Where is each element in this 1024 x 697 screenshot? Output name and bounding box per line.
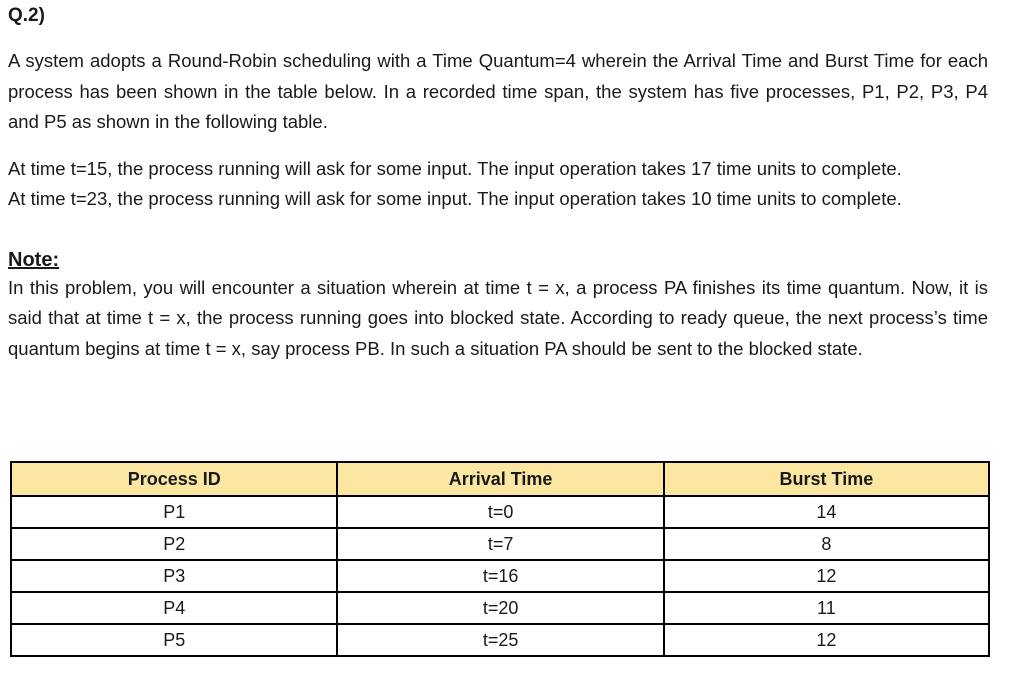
process-id-cell: P4 <box>11 592 337 624</box>
burst-time-cell: 12 <box>664 560 989 592</box>
process-id-cell: P5 <box>11 624 337 656</box>
event-paragraph-2: At time t=23, the process running will ask for some input. The input operation takes 10 time units to complete. <box>8 188 902 209</box>
table-row <box>11 496 989 528</box>
intro-paragraph: A system adopts a Round-Robin scheduling with a Time Quantum=4 wherein the Arrival Time and Burst Time for each process has been shown in the table below. In a recorded time span, the system has five processes, P1, P2, P3, P4 and P5 as shown in the following table. <box>8 50 988 132</box>
table-row <box>11 592 989 624</box>
table-row <box>11 624 989 656</box>
burst-time-cell: 8 <box>664 528 989 560</box>
arrival-time-cell: t=25 <box>337 624 663 656</box>
question-page <box>8 0 988 364</box>
arrival-time-cell: t=0 <box>337 496 663 528</box>
header-burst-time: Burst Time <box>664 462 989 496</box>
header-process-id: Process ID <box>11 462 337 496</box>
event-paragraph-1: At time t=15, the process running will ask for some input. The input operation takes 17 time units to complete. <box>8 157 902 179</box>
burst-time-cell: 11 <box>664 592 989 624</box>
process-table <box>10 461 990 657</box>
note-heading: Note: <box>8 248 60 271</box>
arrival-time-cell: t=7 <box>337 528 663 560</box>
arrival-time-cell: t=16 <box>337 560 663 592</box>
header-arrival-time: Arrival Time <box>337 462 663 496</box>
process-id-cell: P3 <box>11 560 337 592</box>
table-header-row <box>11 462 989 496</box>
process-id-cell: P2 <box>11 528 337 560</box>
table-row <box>11 560 989 592</box>
burst-time-cell: 12 <box>664 624 989 656</box>
arrival-time-cell: t=20 <box>337 592 663 624</box>
note-paragraph: In this problem, you will encounter a situation wherein at time t = x, a process PA finishes its time quantum. Now, it is said that at time t = x, the process running goes into blocked state. According to ready queue, the next process’s time quantum begins at time t = x, say process PB. In such a situation PA should be sent to the blocked state. <box>8 276 988 359</box>
process-id-cell: P1 <box>11 496 337 528</box>
table-row <box>11 528 989 560</box>
question-number: Q.2) <box>8 5 45 26</box>
burst-time-cell: 14 <box>664 496 989 528</box>
